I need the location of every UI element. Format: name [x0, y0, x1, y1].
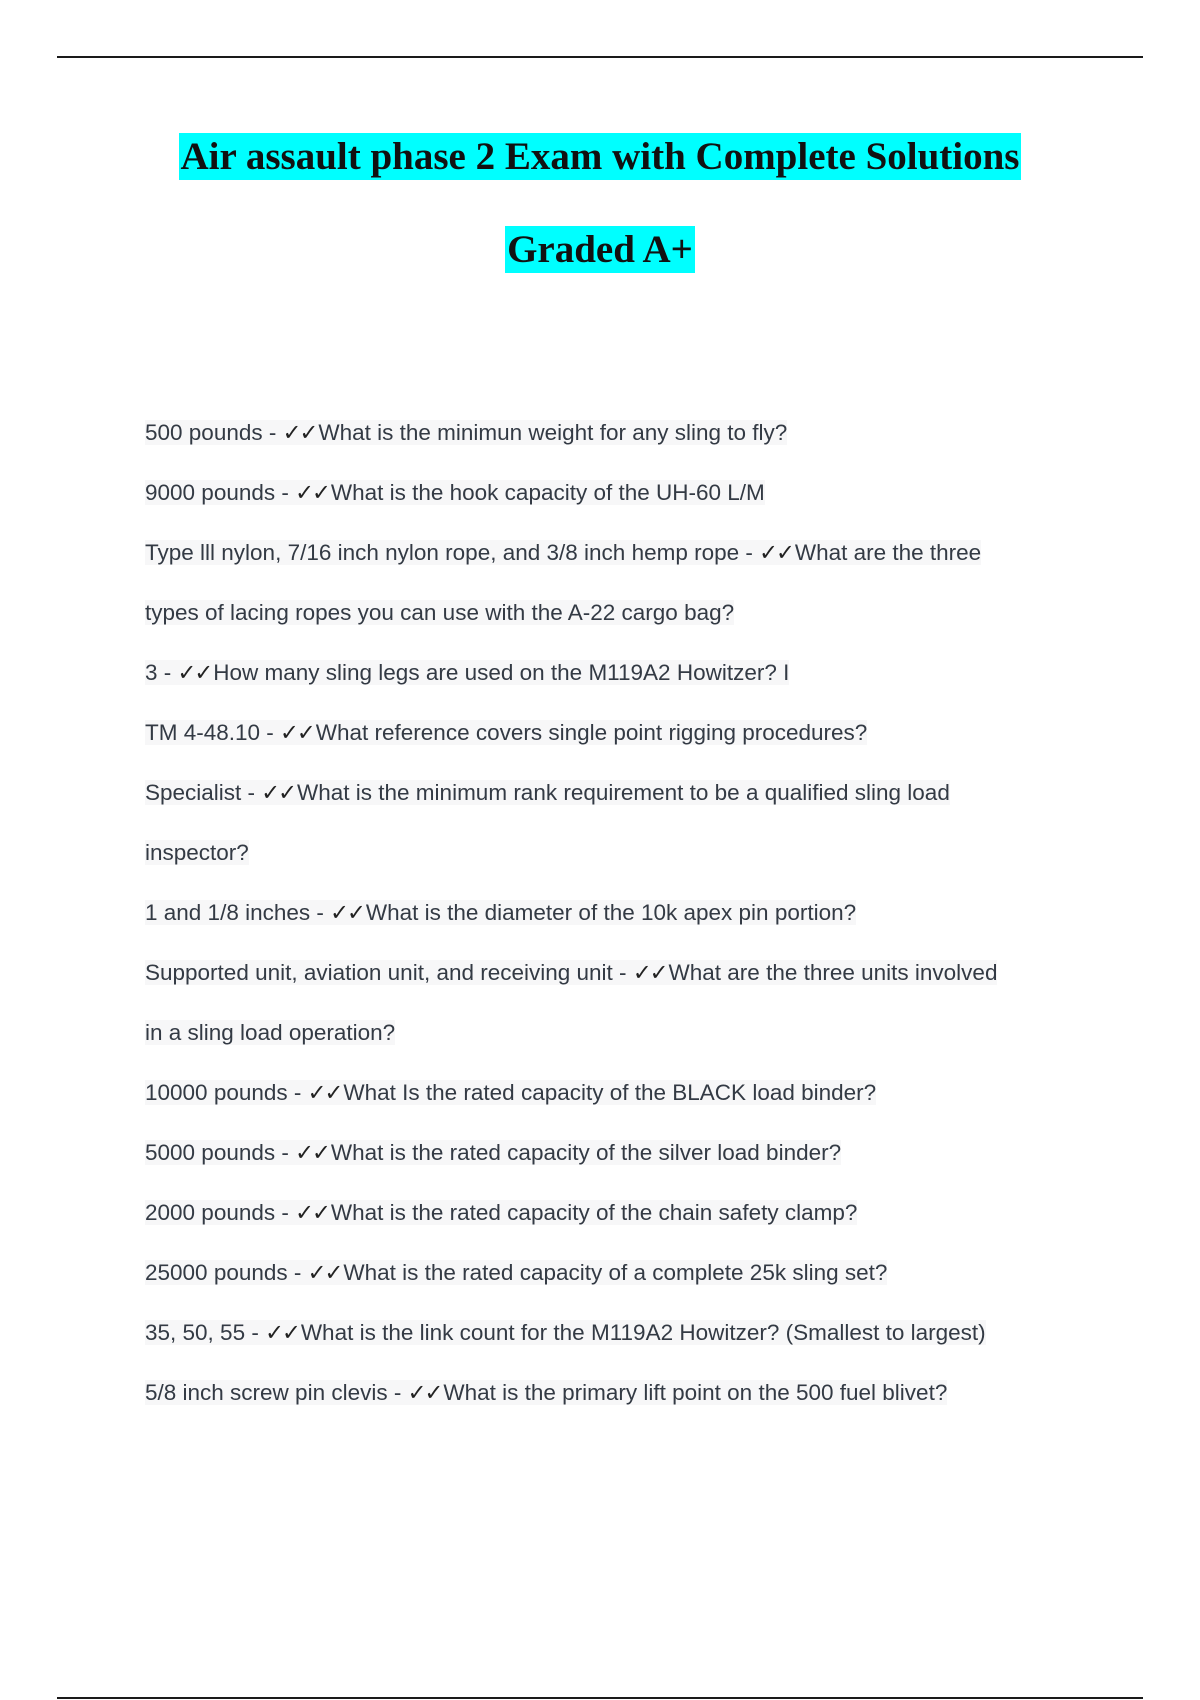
- double-check-icon: ✓✓: [330, 900, 364, 925]
- double-check-icon: ✓✓: [282, 420, 317, 445]
- title-line-2: Graded A+: [507, 228, 693, 271]
- double-check-icon: ✓✓: [265, 1320, 299, 1345]
- question-text: What is the primary lift point on the 500 fuel blivet?: [443, 1380, 948, 1405]
- qa-item-line: [145, 420, 787, 445]
- title-line-1: Air assault phase 2 Exam with Complete Solutions: [180, 135, 1020, 178]
- double-check-icon: ✓✓: [632, 960, 667, 985]
- double-check-icon: ✓✓: [295, 480, 329, 505]
- question-text: What is the hook capacity of the UH-60 L/M: [330, 480, 765, 505]
- answer-text: Specialist -: [145, 780, 262, 805]
- qa-item-line: [145, 720, 867, 745]
- question-text: What are the three: [794, 540, 982, 565]
- question-text-continued: in a sling load operation?: [145, 1020, 396, 1045]
- qa-item-continuation: [145, 1003, 1075, 1063]
- qa-item: [145, 403, 1075, 463]
- qa-item: [145, 1063, 1075, 1123]
- question-text-continued: types of lacing ropes you can use with the A-22 cargo bag?: [145, 600, 735, 625]
- question-text: What are the three units involved: [668, 960, 998, 985]
- answer-text: Supported unit, aviation unit, and receiving unit -: [145, 960, 633, 985]
- qa-item-line: [145, 1260, 887, 1285]
- question-text: What reference covers single point rigging procedures?: [315, 720, 868, 745]
- double-check-icon: ✓✓: [295, 1200, 329, 1225]
- double-check-icon: ✓✓: [759, 540, 793, 565]
- qa-item: [145, 703, 1075, 763]
- qa-item: [145, 643, 1075, 703]
- qa-item: [145, 1183, 1075, 1243]
- double-check-icon: ✓✓: [407, 1380, 442, 1405]
- qa-item: [145, 1123, 1075, 1183]
- question-text: What is the rated capacity of the silver load binder?: [330, 1140, 842, 1165]
- question-text: How many sling legs are used on the M119A2 Howitzer? I: [213, 660, 790, 685]
- qa-item-line: [145, 1140, 841, 1165]
- question-text: What is the diameter of the 10k apex pin portion?: [365, 900, 857, 925]
- question-text: What is the link count for the M119A2 Howitzer? (Smallest to largest): [300, 1320, 986, 1345]
- qa-list: [145, 403, 1075, 1423]
- qa-item: [145, 463, 1075, 523]
- answer-text: 35, 50, 55 -: [145, 1320, 266, 1345]
- qa-item-line: [145, 900, 856, 925]
- answer-text: 1 and 1/8 inches -: [145, 900, 331, 925]
- answer-text: 2000 pounds -: [145, 1200, 296, 1225]
- answer-text: 5/8 inch screw pin clevis -: [145, 1380, 408, 1405]
- qa-item: [145, 1243, 1075, 1303]
- qa-item-continuation: [145, 823, 1075, 883]
- answer-text: 500 pounds -: [145, 420, 283, 445]
- qa-item: [145, 763, 1075, 823]
- question-text: What is the minimun weight for any sling to fly?: [318, 420, 788, 445]
- bottom-rule: [57, 1697, 1143, 1699]
- double-check-icon: ✓✓: [307, 1260, 342, 1285]
- question-text: What Is the rated capacity of the BLACK load binder?: [343, 1080, 877, 1105]
- qa-item-line: [145, 540, 981, 565]
- double-check-icon: ✓✓: [177, 660, 212, 685]
- answer-text: 9000 pounds -: [145, 480, 296, 505]
- answer-text: Type lll nylon, 7/16 inch nylon rope, and 3/8 inch hemp rope -: [145, 540, 760, 565]
- qa-item-line: [145, 960, 997, 985]
- document-title: [0, 132, 1200, 318]
- qa-item: [145, 1303, 1075, 1363]
- qa-item-line: [145, 780, 950, 805]
- answer-text: 3 -: [145, 660, 178, 685]
- top-rule: [57, 56, 1143, 58]
- answer-text: 5000 pounds -: [145, 1140, 296, 1165]
- answer-text: 10000 pounds -: [145, 1080, 308, 1105]
- qa-item-line: [145, 1320, 986, 1345]
- qa-item-line: [145, 1080, 876, 1105]
- qa-item: [145, 883, 1075, 943]
- question-text-continued: inspector?: [145, 840, 249, 865]
- qa-item-continuation: [145, 583, 1075, 643]
- qa-item: [145, 523, 1075, 583]
- double-check-icon: ✓✓: [280, 720, 314, 745]
- double-check-icon: ✓✓: [261, 780, 296, 805]
- qa-item: [145, 943, 1075, 1003]
- qa-item-line: [145, 480, 765, 505]
- qa-item-line: [145, 1200, 857, 1225]
- double-check-icon: ✓✓: [307, 1080, 342, 1105]
- question-text: What is the rated capacity of the chain safety clamp?: [330, 1200, 858, 1225]
- answer-text: 25000 pounds -: [145, 1260, 308, 1285]
- qa-item: [145, 1363, 1075, 1423]
- answer-text: TM 4-48.10 -: [145, 720, 281, 745]
- question-text: What is the rated capacity of a complete 25k sling set?: [343, 1260, 888, 1285]
- double-check-icon: ✓✓: [295, 1140, 329, 1165]
- question-text: What is the minimum rank requirement to be a qualified sling load: [297, 780, 950, 805]
- qa-item-line: [145, 660, 789, 685]
- qa-item-line: [145, 1380, 947, 1405]
